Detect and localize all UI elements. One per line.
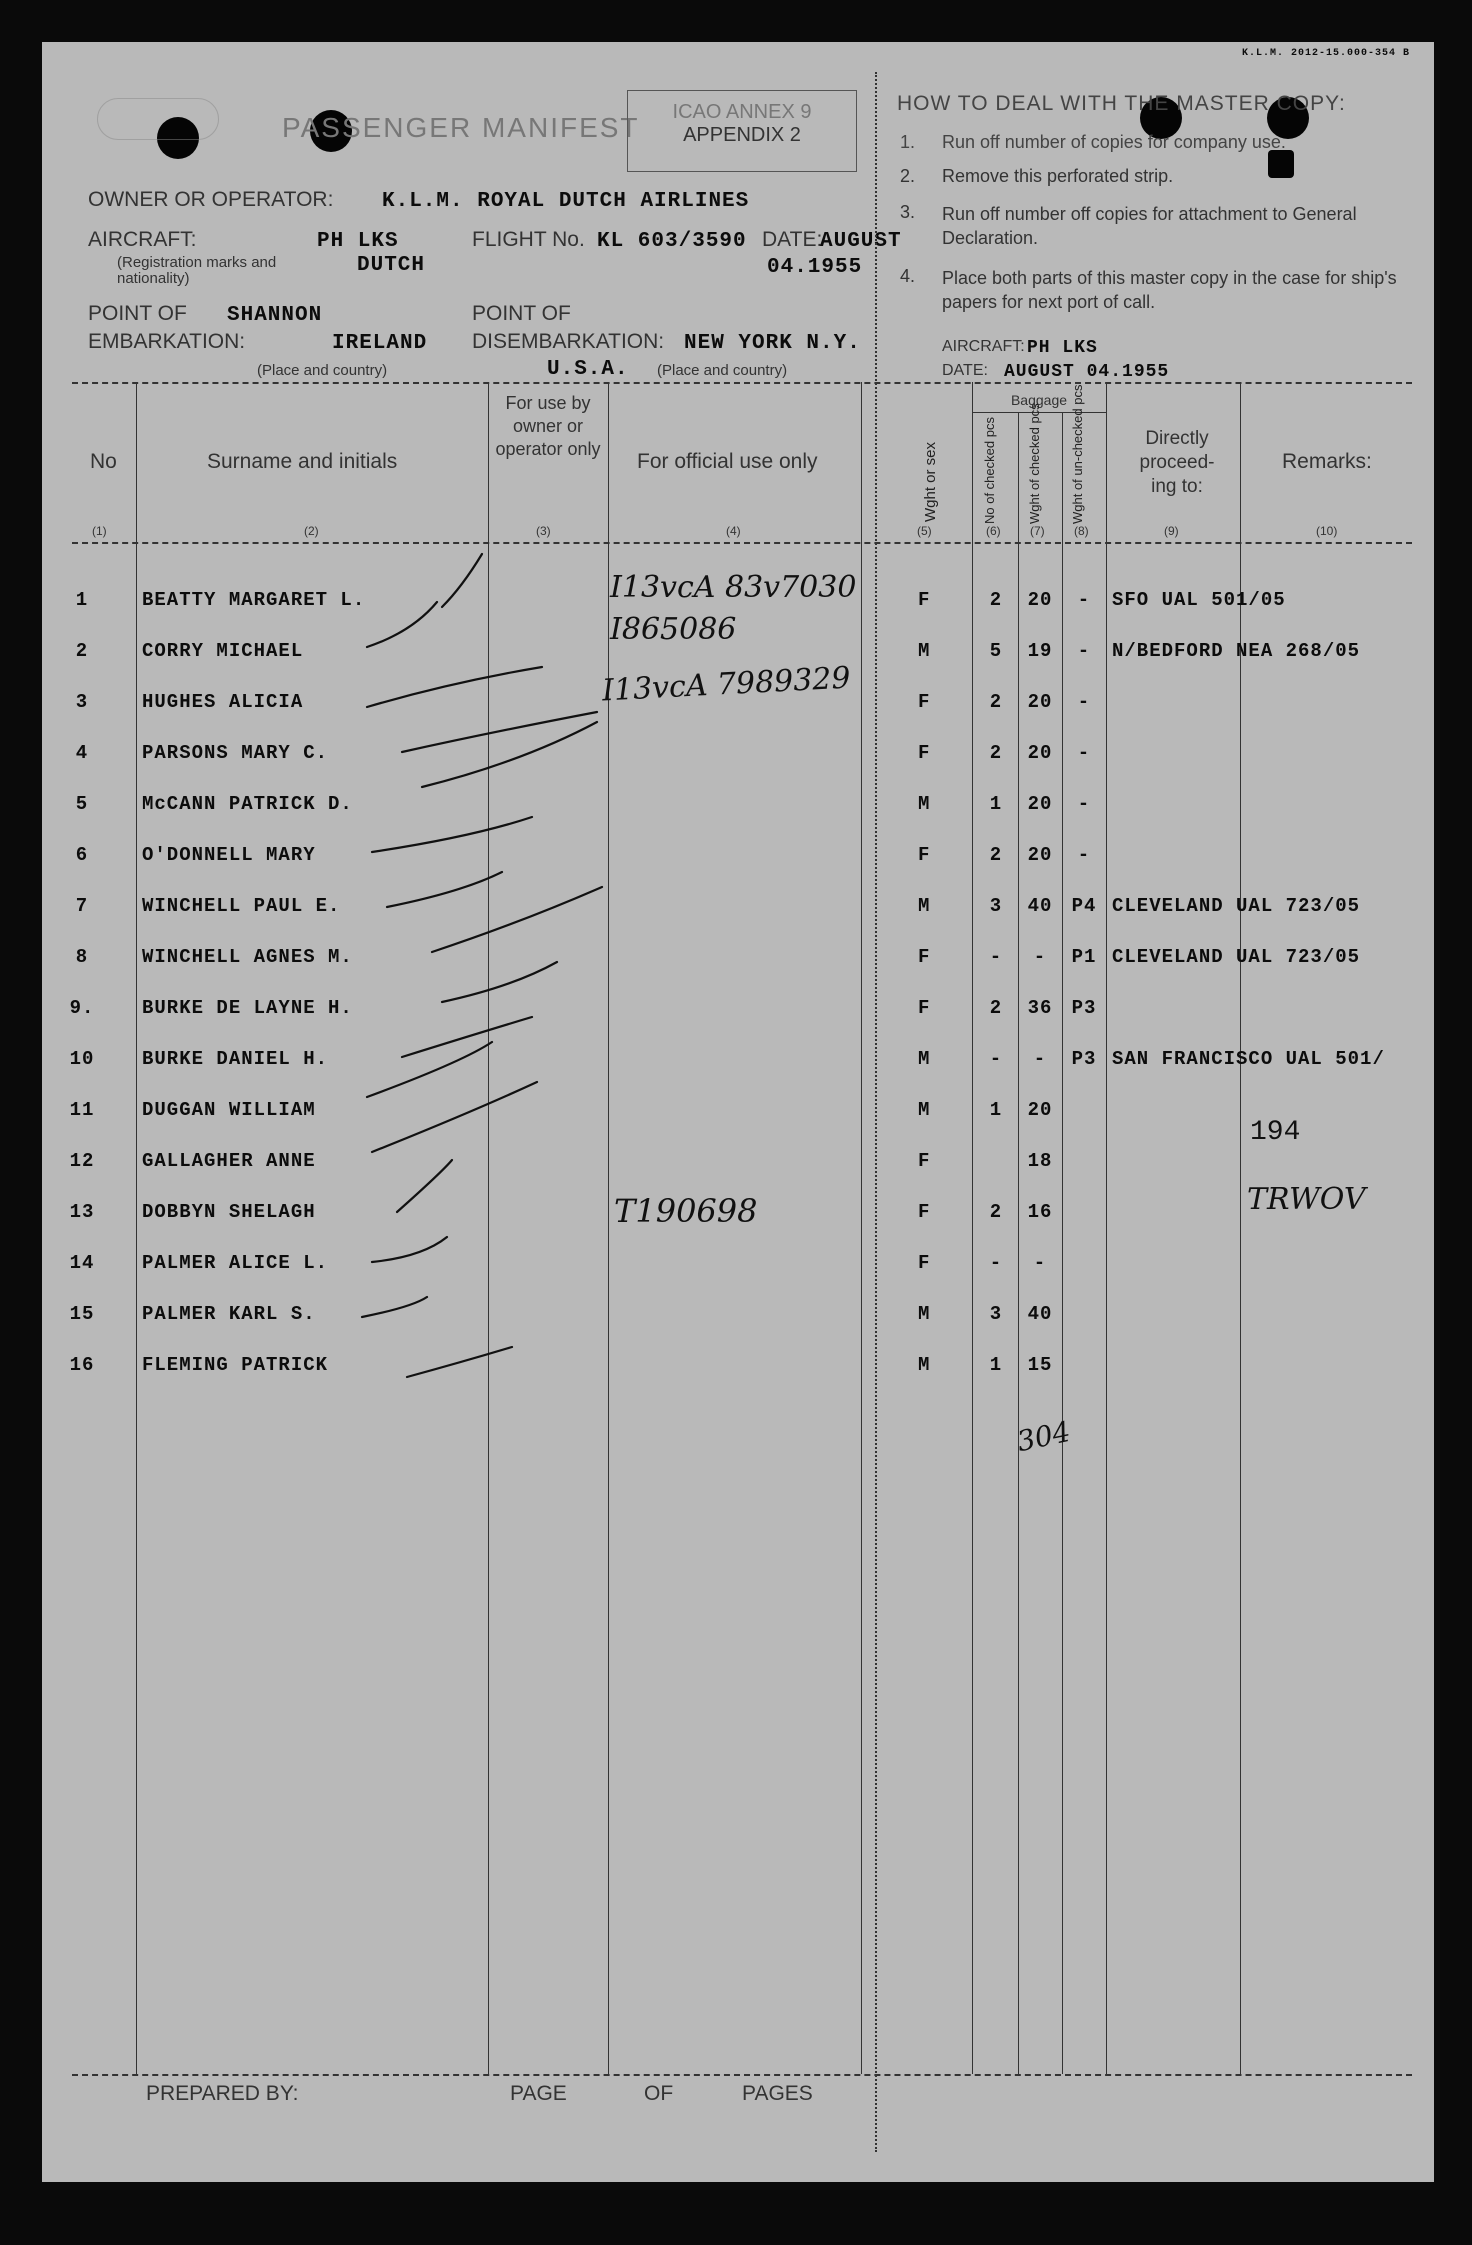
passenger-name: PALMER ALICE L. [142, 1252, 329, 1274]
passenger-sex: M [918, 1048, 931, 1070]
embark-country: IRELAND [332, 332, 428, 355]
checked-weight: 19 [1027, 640, 1053, 662]
embark-note: (Place and country) [257, 362, 388, 379]
instruction-num: 4. [900, 266, 916, 286]
document-title: PASSENGER MANIFEST [282, 112, 640, 143]
instr-date-value: AUGUST 04.1955 [1004, 362, 1170, 382]
total-weight: 304 [1014, 1414, 1074, 1459]
disembark-value: NEW YORK N.Y. [684, 332, 861, 355]
tick-mark [372, 1237, 447, 1262]
col-num: (7) [1030, 524, 1045, 538]
passenger-sex: M [918, 1354, 931, 1376]
col-num: (3) [536, 524, 551, 538]
passenger-sex: M [918, 895, 931, 917]
row-number: 12 [69, 1150, 95, 1172]
col-num: (1) [92, 524, 107, 538]
tick-mark [397, 1160, 452, 1212]
col-header-remarks: Remarks: [1282, 450, 1372, 473]
unchecked-weight: - [1077, 589, 1091, 611]
aircraft-note: (Registration marks and nationality) [117, 254, 277, 287]
instr-aircraft-value: PH LKS [1027, 338, 1098, 358]
passenger-name: HUGHES ALICIA [142, 691, 304, 713]
instructions-title: HOW TO DEAL WITH THE MASTER COPY: [897, 92, 1346, 115]
row-number: 16 [69, 1354, 95, 1376]
passenger-sex: M [918, 640, 931, 662]
row-number: 3 [75, 691, 89, 713]
checked-weight: 20 [1027, 742, 1053, 764]
col-num: (10) [1316, 524, 1338, 538]
instruction-num: 1. [900, 132, 916, 152]
page-label: PAGE [510, 2082, 567, 2105]
embark-label: POINT OF [88, 302, 187, 325]
passenger-name: BURKE DE LAYNE H. [142, 997, 353, 1019]
owner-value: K.L.M. ROYAL DUTCH AIRLINES [382, 190, 750, 213]
tick-mark [442, 554, 482, 607]
row-number: 10 [69, 1048, 95, 1070]
unchecked-weight: - [1077, 742, 1091, 764]
checked-pieces: 2 [989, 1201, 1003, 1223]
of-label: OF [644, 2082, 674, 2105]
row-number: 4 [75, 742, 89, 764]
col-header-checked-wght: Wght of checked pcs [1027, 403, 1042, 524]
passenger-sex: F [918, 1150, 931, 1172]
unchecked-weight: - [1077, 691, 1091, 713]
official-number: I13vcA 83v7030 [610, 570, 857, 605]
checked-weight: 20 [1027, 1099, 1053, 1121]
remark-code: TRWOV [1247, 1182, 1366, 1217]
passenger-name: CORRY MICHAEL [142, 640, 304, 662]
tick-mark [372, 817, 532, 852]
unchecked-weight: P3 [1071, 1048, 1097, 1070]
aircraft-value: PH LKS [317, 230, 399, 253]
row-number: 8 [75, 946, 89, 968]
checked-pieces: 1 [989, 1354, 1003, 1376]
checked-pieces: - [989, 1048, 1003, 1070]
annex-line1: ICAO ANNEX 9 [672, 101, 812, 123]
proceeding-to: SAN FRANCISCO UAL 501/ [1112, 1048, 1385, 1070]
instruction-text: Remove this perforated strip. [942, 166, 1174, 186]
tick-mark [387, 872, 502, 907]
tick-mark [442, 962, 557, 1002]
col-header-unchecked-wght: Wght of un-checked pcs [1070, 384, 1085, 524]
signature-ticks [42, 42, 1434, 2182]
flight-value: KL 603/3590 [597, 230, 747, 253]
row-number: 6 [75, 844, 89, 866]
col-num: (5) [917, 524, 932, 538]
tick-mark [367, 602, 437, 647]
tick-mark [367, 667, 542, 707]
checked-weight: 40 [1027, 1303, 1053, 1325]
passenger-name: WINCHELL PAUL E. [142, 895, 341, 917]
instruction-text: Run off number off copies for attachment to General Declaration. [942, 204, 1357, 248]
unchecked-weight: P4 [1071, 895, 1097, 917]
row-number: 9. [69, 997, 95, 1019]
date-label: DATE: [762, 228, 823, 251]
checked-pieces: 2 [989, 691, 1003, 713]
checked-pieces: - [989, 1252, 1003, 1274]
unchecked-weight: - [1077, 793, 1091, 815]
col-header-no: No [90, 450, 117, 473]
passenger-sex: M [918, 1303, 931, 1325]
annex-line2: APPENDIX 2 [683, 124, 801, 146]
row-number: 13 [69, 1201, 95, 1223]
passenger-name: O'DONNELL MARY [142, 844, 316, 866]
passenger-sex: F [918, 742, 931, 764]
passenger-name: WINCHELL AGNES M. [142, 946, 353, 968]
checked-pieces: 2 [989, 742, 1003, 764]
proceeding-to: SFO UAL 501/05 [1112, 589, 1286, 611]
tick-mark [362, 1297, 427, 1317]
disembark-country: U.S.A. [547, 358, 629, 381]
checked-weight: 20 [1027, 691, 1053, 713]
unchecked-weight: P1 [1071, 946, 1097, 968]
checked-weight: 40 [1027, 895, 1053, 917]
row-number: 1 [75, 589, 89, 611]
passenger-name: BURKE DANIEL H. [142, 1048, 329, 1070]
col-header-baggage: Baggage [1010, 392, 1068, 408]
row-number: 14 [69, 1252, 95, 1274]
passenger-sex: M [918, 1099, 931, 1121]
manifest-paper [42, 42, 1434, 2182]
passenger-name: DUGGAN WILLIAM [142, 1099, 316, 1121]
checked-pieces: 3 [989, 1303, 1003, 1325]
col-header-checked-pcs: No of checked pcs [982, 417, 997, 524]
instr-date-label: DATE: [942, 362, 988, 379]
proceeding-to: N/BEDFORD NEA 268/05 [1112, 640, 1361, 662]
passenger-name: McCANN PATRICK D. [142, 793, 353, 815]
passenger-name: BEATTY MARGARET L. [142, 589, 366, 611]
col-header-wght-sex: Wght or sex [922, 441, 939, 522]
disembark-label2: DISEMBARKATION: [472, 330, 665, 353]
passenger-name: PALMER KARL S. [142, 1303, 316, 1325]
passenger-sex: F [918, 589, 931, 611]
tick-mark [402, 712, 597, 752]
passenger-name: PARSONS MARY C. [142, 742, 329, 764]
passenger-sex: F [918, 946, 931, 968]
tick-mark [372, 1082, 537, 1152]
disembark-label: POINT OF [472, 302, 571, 325]
embark-value: SHANNON [227, 304, 323, 327]
date-year: 04.1955 [767, 256, 863, 279]
passenger-name: DOBBYN SHELAGH [142, 1201, 316, 1223]
passenger-sex: F [918, 997, 931, 1019]
official-number: T190698 [614, 1192, 758, 1230]
checked-pieces: 2 [989, 589, 1003, 611]
checked-pieces: 3 [989, 895, 1003, 917]
unchecked-weight: P3 [1071, 997, 1097, 1019]
tick-mark [402, 1017, 532, 1057]
checked-pieces: 1 [989, 1099, 1003, 1121]
prepared-by-label: PREPARED BY: [146, 2082, 299, 2105]
row-number: 2 [75, 640, 89, 662]
unchecked-weight: - [1077, 844, 1091, 866]
passenger-sex: F [918, 844, 931, 866]
instruction-num: 3. [900, 202, 916, 222]
col-header-proceeding: Directly proceed-ing to: [1139, 428, 1215, 497]
row-number: 5 [75, 793, 89, 815]
aircraft-label: AIRCRAFT: [88, 228, 197, 251]
checked-weight: 15 [1027, 1354, 1053, 1376]
official-number: I865086 [610, 612, 737, 647]
checked-pieces: 5 [989, 640, 1003, 662]
passenger-sex: F [918, 1201, 931, 1223]
checked-weight: 18 [1027, 1150, 1053, 1172]
owner-label: OWNER OR OPERATOR: [88, 188, 334, 211]
col-num: (9) [1164, 524, 1179, 538]
tick-mark [367, 1042, 492, 1097]
checked-weight: - [1033, 1252, 1047, 1274]
form-reference: K.L.M. 2012-15.000-354 B [1242, 48, 1411, 59]
checked-weight: 20 [1027, 589, 1053, 611]
checked-weight: 20 [1027, 793, 1053, 815]
unchecked-weight: - [1077, 640, 1091, 662]
col-header-official: For official use only [637, 450, 818, 473]
passenger-name: GALLAGHER ANNE [142, 1150, 316, 1172]
row-number: 7 [75, 895, 89, 917]
col-num: (6) [986, 524, 1001, 538]
aircraft-nationality: DUTCH [357, 254, 426, 277]
checked-weight: - [1033, 1048, 1047, 1070]
embark-label2: EMBARKATION: [88, 330, 246, 353]
checked-pieces: 2 [989, 844, 1003, 866]
checked-weight: 20 [1027, 844, 1053, 866]
passenger-sex: F [918, 691, 931, 713]
passenger-name: FLEMING PATRICK [142, 1354, 329, 1376]
checked-pieces: 2 [989, 997, 1003, 1019]
col-header-name: Surname and initials [207, 450, 398, 473]
col-num: (2) [304, 524, 319, 538]
pages-label: PAGES [742, 2082, 813, 2105]
checked-weight: - [1033, 946, 1047, 968]
flight-label: FLIGHT No. [472, 228, 585, 251]
disembark-note: (Place and country) [657, 362, 788, 379]
instruction-num: 2. [900, 166, 916, 186]
checked-pieces: - [989, 946, 1003, 968]
checked-weight: 36 [1027, 997, 1053, 1019]
tick-mark [422, 722, 597, 787]
instr-aircraft-label: AIRCRAFT: [942, 338, 1025, 355]
row-number: 15 [69, 1303, 95, 1325]
instruction-text: Place both parts of this master copy in the case for ship's papers for next port of call. [942, 268, 1397, 312]
col-num: (8) [1074, 524, 1089, 538]
row-number: 11 [69, 1099, 95, 1121]
date-value: AUGUST [820, 230, 902, 253]
proceeding-to: CLEVELAND UAL 723/05 [1112, 895, 1361, 917]
checked-weight: 16 [1027, 1201, 1053, 1223]
proceeding-to: CLEVELAND UAL 723/05 [1112, 946, 1361, 968]
instruction-text: Run off number of copies for company use. [942, 132, 1286, 152]
remark-number: 194 [1250, 1117, 1301, 1148]
tick-mark [407, 1347, 512, 1377]
checked-pieces: 1 [989, 793, 1003, 815]
passenger-sex: F [918, 1252, 931, 1274]
tick-mark [432, 887, 602, 952]
col-num: (4) [726, 524, 741, 538]
official-number: I13vcA 7989329 [601, 660, 852, 709]
passenger-sex: M [918, 793, 931, 815]
col-header-owner-use: For use by owner or operator only [495, 393, 601, 459]
